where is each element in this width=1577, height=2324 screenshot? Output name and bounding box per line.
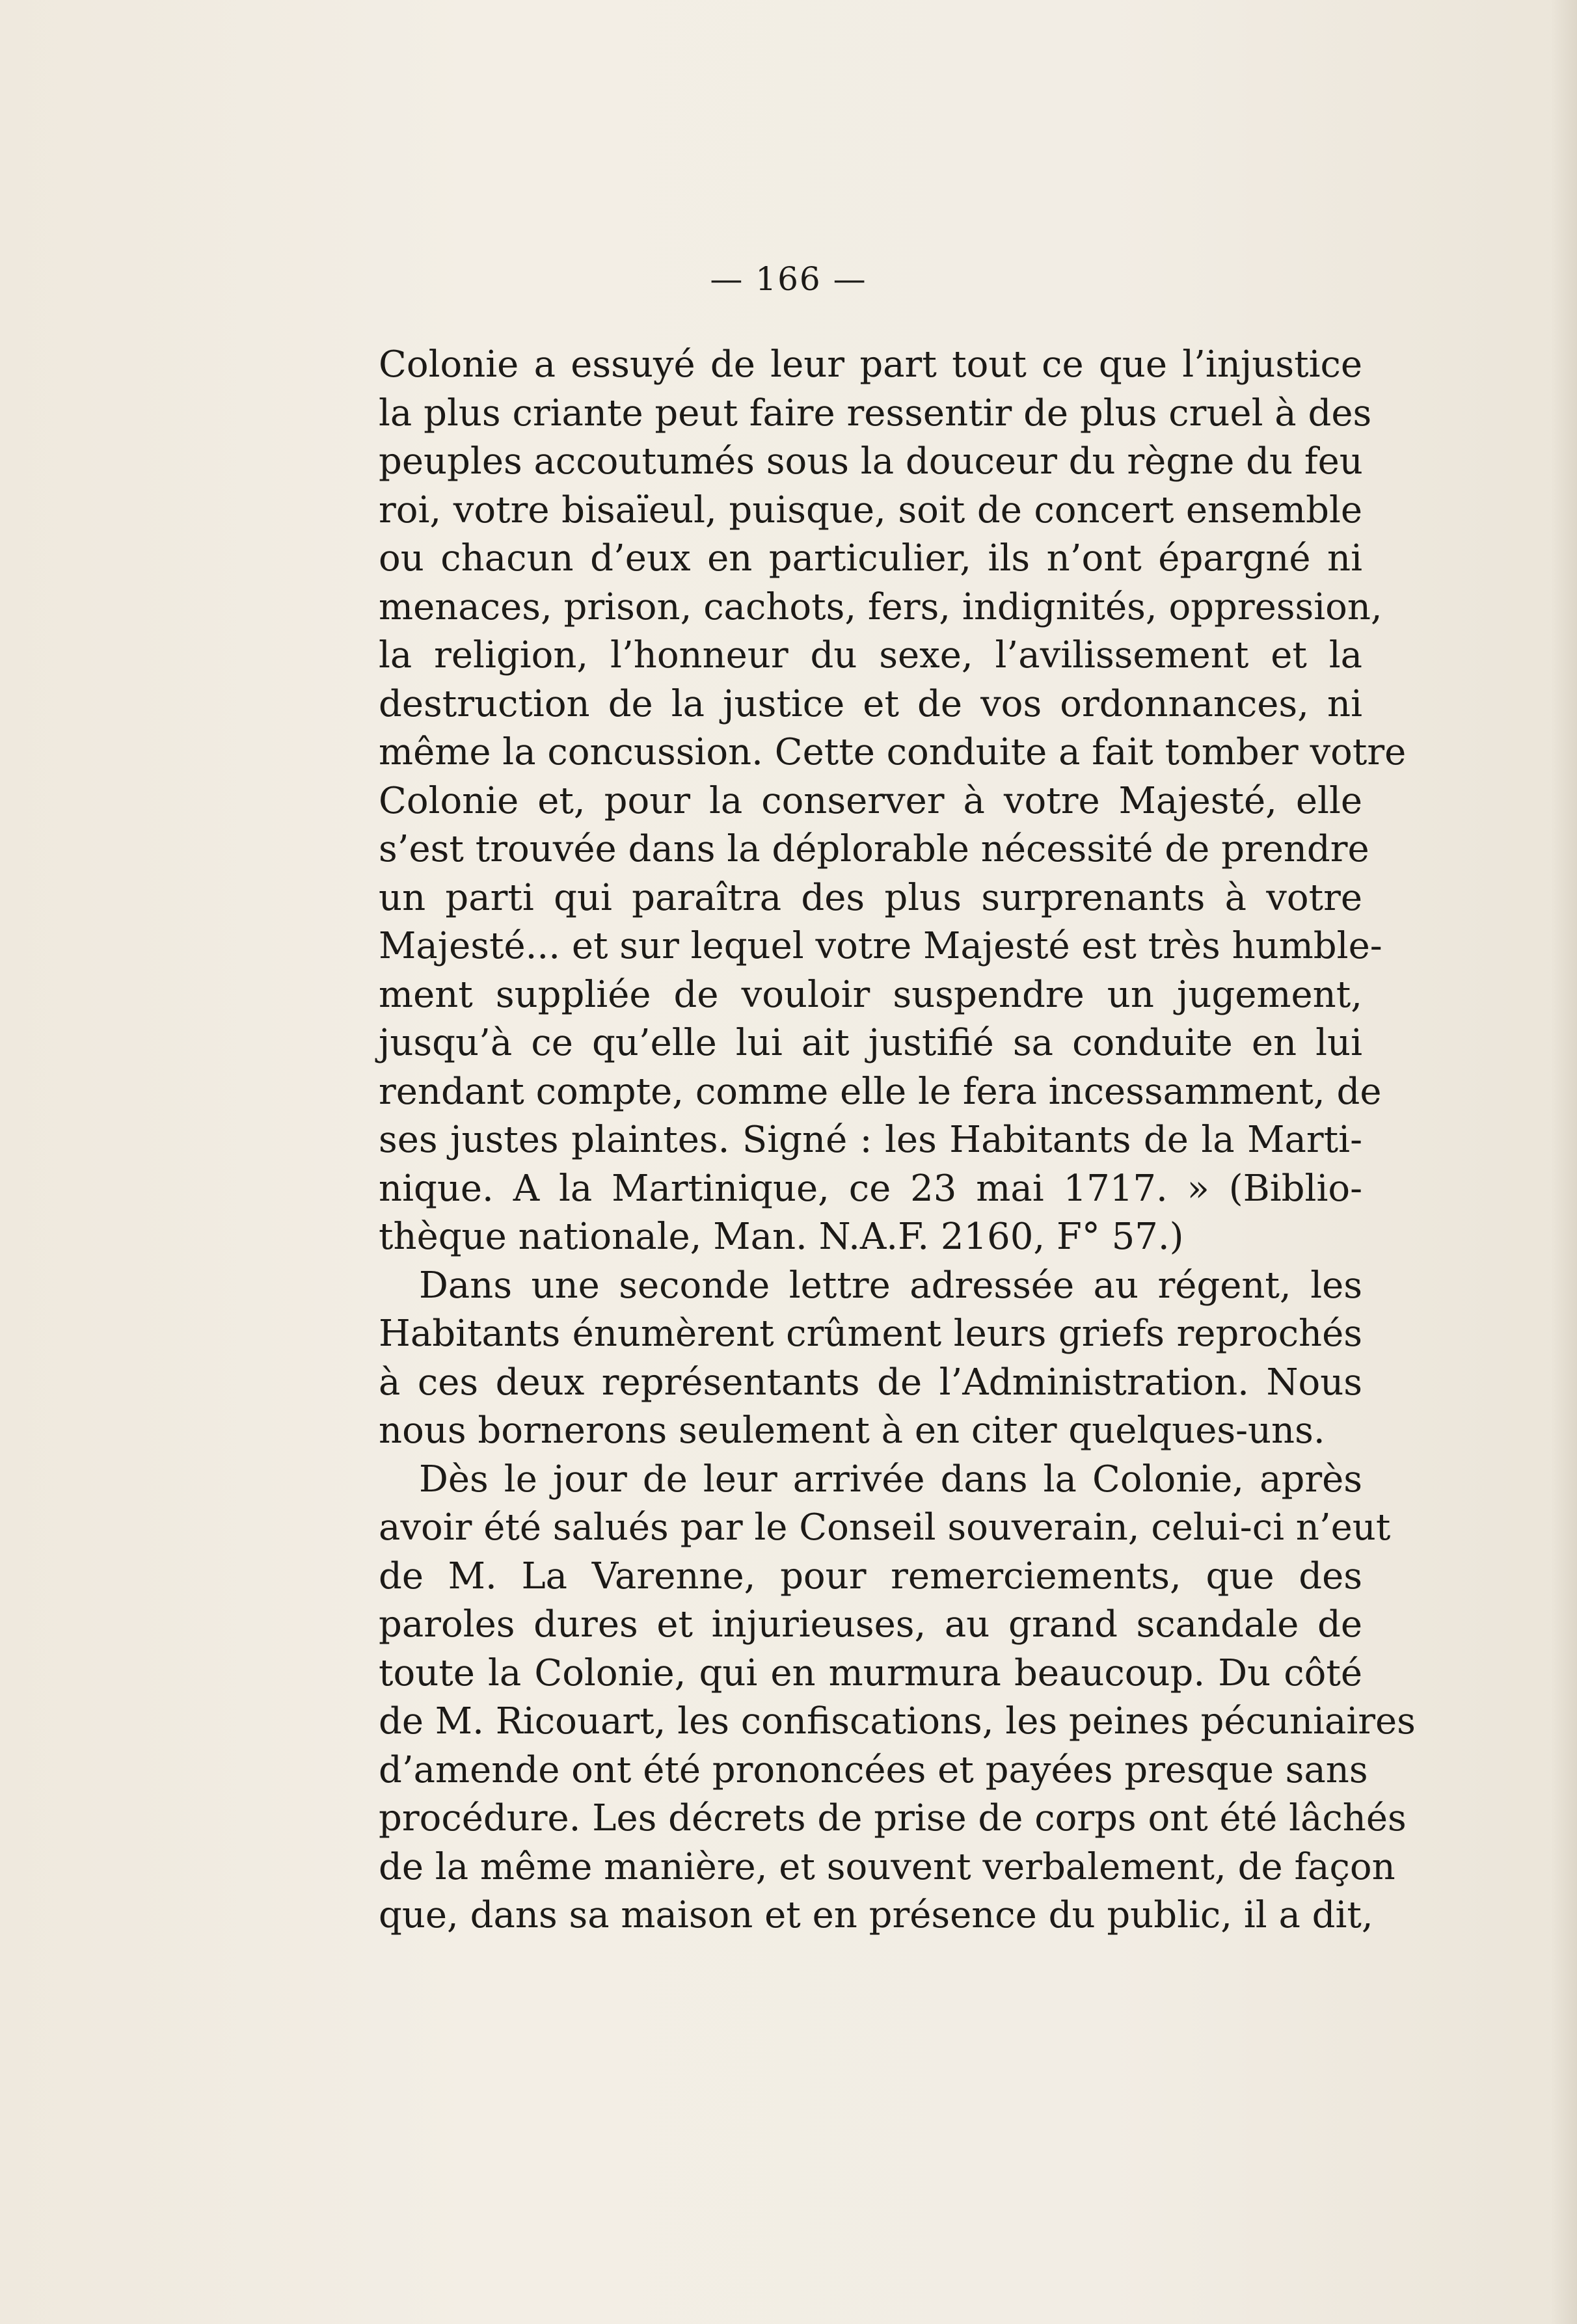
text-line: Colonie et, pour la conserver à votre Majesté, elle <box>379 779 1362 822</box>
text-line: ou chacun d’eux en particulier, ils n’ont épargné ni <box>379 537 1362 580</box>
text-line: d’amende ont été prononcées et payées presque sans <box>379 1748 1368 1791</box>
paragraph-second-letter <box>379 1262 1362 1456</box>
text-line: menaces, prison, cachots, fers, indignités, oppression, <box>379 585 1382 628</box>
text-line: à ces deux représentants de l’Administration. Nous <box>379 1361 1362 1404</box>
text-line: de la même manière, et souvent verbalement, de façon <box>379 1845 1395 1888</box>
text-line: rendant compte, comme elle le fera incessamment, de <box>379 1070 1382 1113</box>
text-line: toute la Colonie, qui en murmura beaucoup. Du côté <box>379 1651 1362 1694</box>
text-line: destruction de la justice et de vos ordonnances, ni <box>379 682 1362 725</box>
text-line: procédure. Les décrets de prise de corps ont été lâchés <box>379 1797 1407 1839</box>
text-line: thèque nationale, Man. N.A.F. 2160, F° 57.) <box>379 1216 1184 1258</box>
text-line: paroles dures et injurieuses, au grand scandale de <box>379 1603 1362 1646</box>
paragraph-arrival <box>379 1456 1416 1940</box>
text-line: Dès le jour de leur arrivée dans la Colonie, après <box>419 1458 1362 1501</box>
text-line: nique. A la Martinique, ce 23 mai 1717. » (Biblio- <box>379 1167 1362 1210</box>
text-line: ses justes plaintes. Signé : les Habitants de la Marti- <box>379 1119 1362 1161</box>
text-line: la plus criante peut faire ressentir de plus cruel à des <box>379 392 1372 434</box>
text-line: ment suppliée de vouloir suspendre un jugement, <box>379 973 1362 1016</box>
text-line: Dans une seconde lettre adressée au régent, les <box>419 1264 1362 1307</box>
text-line: que, dans sa maison et en présence du public, il a dit, <box>379 1894 1373 1936</box>
text-line: Colonie a essuyé de leur part tout ce que l’injustice <box>379 343 1362 386</box>
body-text <box>379 341 1416 1940</box>
text-line: roi, votre bisaïeul, puisque, soit de concert ensemble <box>379 488 1362 531</box>
text-line: Majesté... et sur lequel votre Majesté est très humble- <box>379 925 1382 967</box>
text-line: de M. La Varenne, pour remerciements, que des <box>379 1555 1362 1597</box>
text-line: nous bornerons seulement à en citer quelques-uns. <box>379 1409 1325 1452</box>
text-line: un parti qui paraîtra des plus surprenants à votre <box>379 876 1362 919</box>
text-line: de M. Ricouart, les confiscations, les peines pécuniaires <box>379 1700 1416 1743</box>
paragraph-letter-continuation <box>379 341 1407 1262</box>
page-number: — 166 — <box>710 260 867 298</box>
page-edge-shadow <box>1551 0 1577 2324</box>
text-line: la religion, l’honneur du sexe, l’avilissement et la <box>379 634 1362 676</box>
text-line: jusqu’à ce qu’elle lui ait justifié sa conduite en lui <box>379 1022 1362 1064</box>
text-line: s’est trouvée dans la déplorable nécessité de prendre <box>379 828 1369 870</box>
text-line: même la concussion. Cette conduite a fait tomber votre <box>379 731 1407 773</box>
text-line: avoir été salués par le Conseil souverain, celui-ci n’eut <box>379 1506 1391 1549</box>
text-line: peuples accoutumés sous la douceur du règne du feu <box>379 440 1363 483</box>
text-line: Habitants énumèrent crûment leurs griefs reprochés <box>379 1313 1362 1355</box>
